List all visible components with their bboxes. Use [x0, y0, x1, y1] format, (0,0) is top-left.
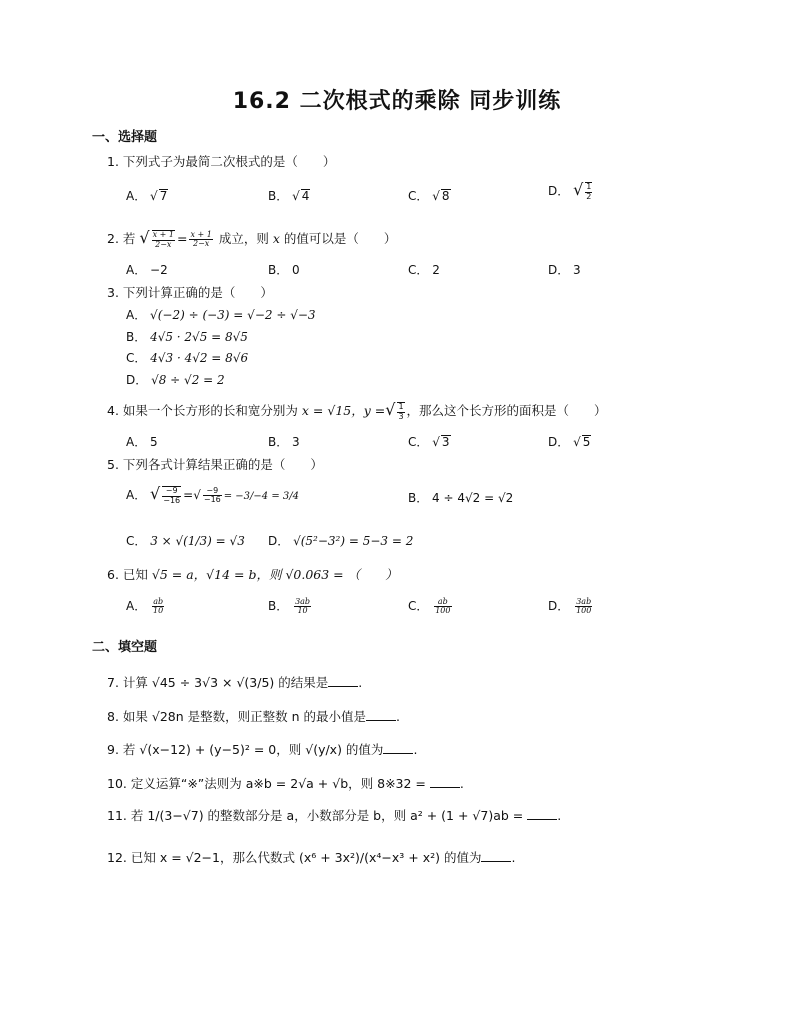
q3-option-d[interactable]: D． √8 ÷ √2 = 2 [126, 373, 225, 387]
q2-option-a[interactable]: A． −2 [126, 263, 168, 277]
question-11: 11. 若 1/(3−√7) 的整数部分是 a，小数部分是 b，则 a² + (1 + √7)ab = . [107, 808, 562, 823]
section-heading-fill: 二、填空题 [92, 640, 158, 655]
q5-option-d[interactable]: D． √(5²−3²) = 5−3 = 2 [268, 534, 414, 548]
question-5: 5. 下列各式计算结果正确的是（ ） [107, 457, 323, 472]
q6-option-d[interactable]: D． $\frac{3ab}{100}$ [548, 596, 592, 615]
q1-option-d[interactable]: D． √ $\frac{1}{2}$ [548, 180, 592, 201]
question-1: 1. 下列式子为最简二次根式的是（ ） [107, 154, 336, 169]
q4-option-a[interactable]: A． 5 [126, 435, 158, 449]
q4-option-d[interactable]: D． √ 5 [548, 435, 591, 449]
page-title: 16.2 二次根式的乘除 同步训练 [232, 89, 562, 114]
q5-option-a[interactable]: A． √ $\frac{-9}{-16}$ =√ $\frac{-9}{-16}$ = −3/−4 = 3/4 [126, 484, 299, 505]
q1-option-b[interactable]: B． √ 4 [268, 189, 310, 203]
q1-option-a[interactable]: A． √ 7 [126, 189, 168, 203]
q3-option-b[interactable]: B． 4√5 · 2√5 = 8√5 [126, 330, 248, 344]
q5-option-b[interactable]: B． 4 ÷ 4√2 = √2 [408, 491, 514, 505]
q6-option-a[interactable]: A． $\frac{ab}{10}$ [126, 596, 164, 615]
q6-option-b[interactable]: B． $\frac{3ab}{10}$ [268, 596, 311, 615]
question-7: 7. 计算 √45 ÷ 3√3 × √(3/5) 的结果是 . [107, 675, 363, 690]
q4-option-c[interactable]: C． √ 3 [408, 435, 450, 449]
question-10: 10. 定义运算“※”法则为 a※b = 2√a + √b，则 8※32 = . [107, 776, 464, 791]
question-2: 2. 若 √ $\frac{x + 1}{2-x}$ = $\frac{x + 1}{2-x}$ 成立，则 x 的值可以是（ ） [107, 228, 397, 249]
q6-option-c[interactable]: C． $\frac{ab}{100}$ [408, 596, 451, 615]
question-8: 8. 如果 √28n 是整数，则正整数 n 的最小值是 . [107, 709, 400, 724]
question-4: 4. 如果一个长方形的长和宽分别为 x = √15，y =√ $\frac{1}{3}$ ，那么这个长方形的面积是（ ） [107, 400, 607, 421]
q3-option-c[interactable]: C． 4√3 · 4√2 = 8√6 [126, 351, 249, 365]
q2-option-d[interactable]: D． 3 [548, 263, 581, 277]
q1-option-c[interactable]: C． √ 8 [408, 189, 450, 203]
question-9: 9. 若 √(x−12) + (y−5)² = 0，则 √(y/x) 的值为 . [107, 742, 418, 757]
q4-option-b[interactable]: B． 3 [268, 435, 300, 449]
question-12: 12. 已知 x = √2−1，那么代数式 (x⁶ + 3x²)/(x⁴−x³ + x²) 的值为 . [107, 850, 516, 865]
q3-option-a[interactable]: A． √(−2) ÷ (−3) = √−2 ÷ √−3 [126, 308, 316, 322]
q5-option-c[interactable]: C． 3 × √(1/3) = √3 [126, 534, 245, 548]
q2-option-b[interactable]: B． 0 [268, 263, 300, 277]
section-heading-choice: 一、选择题 [92, 130, 158, 145]
question-6: 6. 已知 √5 = a，√14 = b，则 √0.063 = （ ） [107, 567, 398, 582]
question-3: 3. 下列计算正确的是（ ） [107, 285, 273, 300]
q2-option-c[interactable]: C． 2 [408, 263, 440, 277]
